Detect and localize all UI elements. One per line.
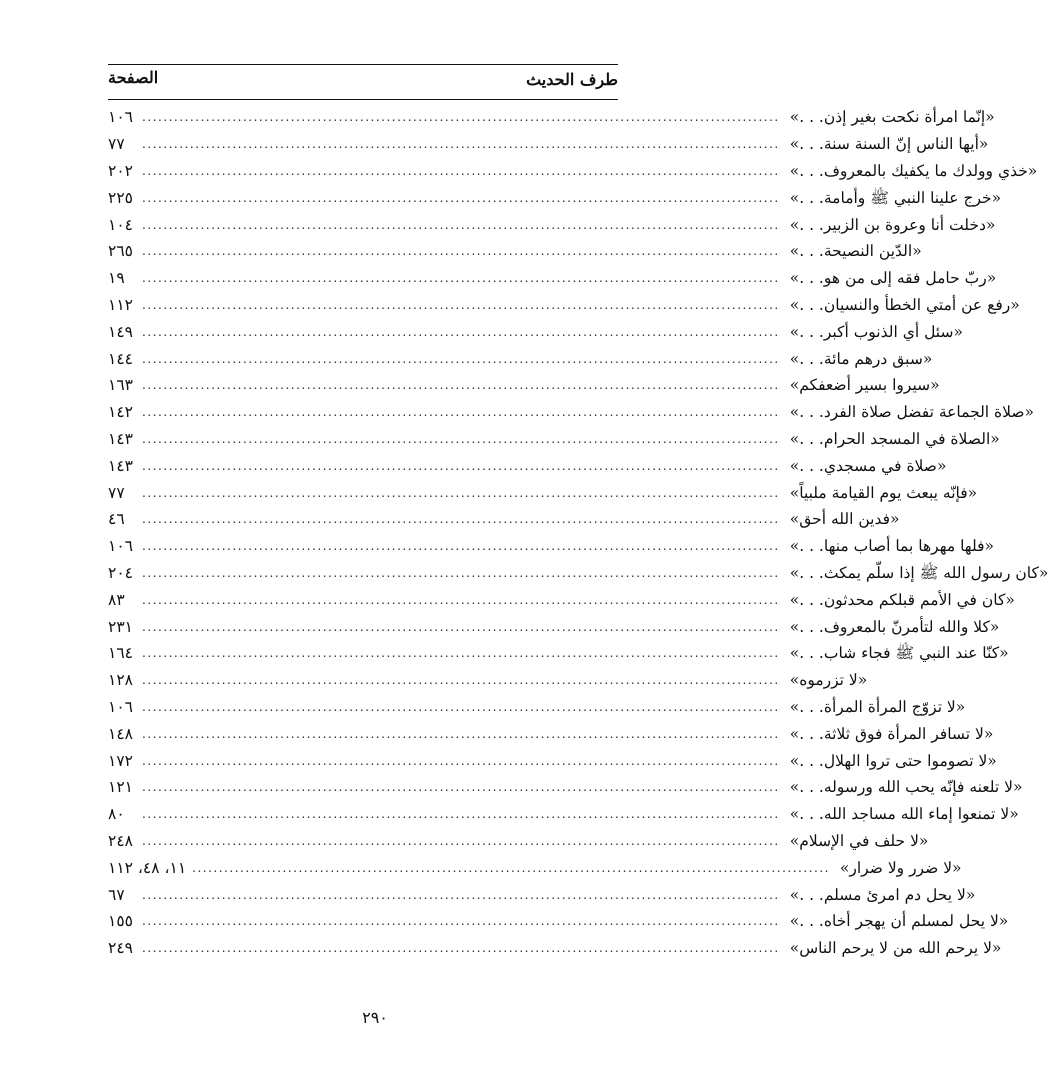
index-row xyxy=(108,694,966,721)
leader-dots: ........................................................................................................................ xyxy=(142,941,780,956)
page-reference: ٤٦ xyxy=(108,510,125,529)
page-column-header: الصفحة xyxy=(108,68,159,87)
page-reference: ١٤٨ xyxy=(108,724,133,743)
index-row xyxy=(108,774,1023,801)
hadith-opening: «رفع عن أمتي الخطأ والنسيان. . .» xyxy=(789,295,1020,314)
leader-dots: ........................................................................................................................ xyxy=(142,244,780,259)
hadith-opening: «سيروا بسير أضعفكم» xyxy=(789,376,940,395)
hadith-opening: «إنّما امرأة نكحت بغير إذن. . .» xyxy=(789,108,995,127)
index-row xyxy=(108,613,1000,640)
page-reference: ٢٠٢ xyxy=(108,161,133,180)
table-header xyxy=(108,66,618,96)
index-row xyxy=(108,479,978,506)
leader-dots: ........................................................................................................................ xyxy=(142,351,780,366)
index-row xyxy=(108,131,989,158)
index-row xyxy=(108,720,994,747)
leader-dots: ........................................................................................................................ xyxy=(142,673,780,688)
leader-dots: ........................................................................................................................ xyxy=(142,431,780,446)
hadith-opening: «لا يحل دم امرئ مسلم. . .» xyxy=(789,885,976,904)
page-reference: ٢٤٩ xyxy=(108,939,133,958)
page-reference: ٢٦٥ xyxy=(108,242,133,261)
leader-dots: ........................................................................................................................ xyxy=(142,190,780,205)
page-reference: ١٤٤ xyxy=(108,349,133,368)
page-reference: ٧٧ xyxy=(108,135,125,154)
leader-dots: ........................................................................................................................ xyxy=(142,324,780,339)
page-reference: ٢٤٨ xyxy=(108,831,133,850)
leader-dots: ........................................................................................................................ xyxy=(142,565,780,580)
page-reference: ١٦٣ xyxy=(108,376,133,395)
leader-dots: ........................................................................................................................ xyxy=(142,297,780,312)
index-row xyxy=(108,854,962,881)
leader-dots: ........................................................................................................................ xyxy=(142,539,780,554)
leader-dots: ........................................................................................................................ xyxy=(142,110,780,125)
leader-dots: ........................................................................................................................ xyxy=(142,914,780,929)
index-row xyxy=(108,184,1002,211)
index-row xyxy=(108,372,940,399)
index-row xyxy=(108,935,1002,962)
hadith-opening: «دخلت أنا وعروة بن الزبير. . .» xyxy=(789,215,996,234)
leader-dots: ........................................................................................................................ xyxy=(142,646,780,661)
leader-dots: ........................................................................................................................ xyxy=(142,699,780,714)
index-row xyxy=(108,667,868,694)
page-reference: ١٦٤ xyxy=(108,644,133,663)
index-row xyxy=(108,506,900,533)
leader-dots: ........................................................................................................................ xyxy=(142,512,780,527)
page-reference: ١٢٨ xyxy=(108,671,133,690)
hadith-opening: «لا تصوموا حتى تروا الهلال. . .» xyxy=(789,751,997,770)
index-row xyxy=(108,908,1009,935)
hadith-opening: «خذي وولدك ما يكفيك بالمعروف. . .» xyxy=(789,161,1038,180)
page-reference: ٨٣ xyxy=(108,590,125,609)
page-reference: ١٠٤ xyxy=(108,215,133,234)
hadith-opening: «صلاة الجماعة تفضل صلاة الفرد. . .» xyxy=(789,403,1035,422)
page-reference: ١٠٦ xyxy=(108,108,133,127)
page-reference: ١٢١ xyxy=(108,778,133,797)
leader-dots: ........................................................................................................................ xyxy=(142,807,780,822)
page-reference: ٢٣١ xyxy=(108,617,133,636)
hadith-opening: «كنّا عند النبي ﷺ فجاء شاب. . .» xyxy=(789,644,1009,663)
hadith-column-header: طرف الحديث xyxy=(526,70,618,89)
index-row xyxy=(108,158,1038,185)
page-reference: ١٤٩ xyxy=(108,322,133,341)
hadith-opening: «فدين الله أحق» xyxy=(789,510,900,529)
hadith-opening: «صلاة في مسجدي. . .» xyxy=(789,456,947,475)
leader-dots: ........................................................................................................................ xyxy=(142,887,780,902)
hadith-opening: «لا ضرر ولا ضرار» xyxy=(839,858,962,877)
page-reference: ٧٧ xyxy=(108,483,125,502)
leader-dots: ........................................................................................................................ xyxy=(142,163,780,178)
page-reference: ١٥٥ xyxy=(108,912,133,931)
leader-dots: ........................................................................................................................ xyxy=(142,592,780,607)
hadith-opening: «أيها الناس إنّ السنة سنة. . .» xyxy=(789,135,989,154)
index-row xyxy=(108,238,922,265)
hadith-opening: «سئل أي الذنوب أكبر. . .» xyxy=(789,322,963,341)
leader-dots: ........................................................................................................................ xyxy=(142,485,780,500)
page-number: ٢٩٠ xyxy=(362,1008,388,1027)
hadith-opening: «سبق درهم مائة. . .» xyxy=(789,349,933,368)
index-row xyxy=(108,211,996,238)
index-row xyxy=(108,586,1015,613)
page-reference: ١٩ xyxy=(108,269,125,288)
page-reference: ٦٧ xyxy=(108,885,125,904)
page-reference: ١٠٦ xyxy=(108,697,133,716)
leader-dots: ........................................................................................................................ xyxy=(142,378,780,393)
page-reference: ٢٢٥ xyxy=(108,188,133,207)
page-reference: ١٤٣ xyxy=(108,456,133,475)
index-row xyxy=(108,828,929,855)
hadith-opening: «فلها مهرها بما أصاب منها. . .» xyxy=(789,537,994,556)
header-rule xyxy=(108,99,618,100)
hadith-opening: «فإنّه يبعث يوم القيامة ملبياً» xyxy=(789,483,978,502)
page-reference: ١٠٦ xyxy=(108,537,133,556)
index-row xyxy=(108,318,963,345)
hadith-opening: «ربّ حامل فقه إلى من هو. . .» xyxy=(789,269,997,288)
page-reference: ٢٠٤ xyxy=(108,563,133,582)
hadith-opening: «لا تزرموه» xyxy=(789,671,868,690)
hadith-opening: «خرج علينا النبي ﷺ وأمامة. . .» xyxy=(789,188,1002,207)
leader-dots: ........................................................................................................................ xyxy=(142,405,780,420)
page-reference: ١٤٣ xyxy=(108,429,133,448)
index-row xyxy=(108,426,1000,453)
hadith-opening: «كان في الأمم قبلكم محدثون. . .» xyxy=(789,590,1015,609)
index-row xyxy=(108,452,947,479)
leader-dots: ........................................................................................................................ xyxy=(142,833,780,848)
hadith-opening: «الدّين النصيحة. . .» xyxy=(789,242,922,261)
index-row xyxy=(108,881,976,908)
hadith-opening: «كلا والله لتأمرنّ بالمعروف. . .» xyxy=(789,617,1000,636)
index-row xyxy=(108,345,933,372)
index-row xyxy=(108,533,994,560)
page-reference: ١٤٢ xyxy=(108,403,133,422)
hadith-opening: «لا تمنعوا إماء الله مساجد الله. . .» xyxy=(789,805,1019,824)
index-entries xyxy=(108,104,1048,962)
index-row xyxy=(108,640,1009,667)
top-rule xyxy=(108,64,618,65)
page-reference: ١١٢ xyxy=(108,295,133,314)
page-reference: ١١، ٤٨، ١١٢ xyxy=(108,858,187,877)
leader-dots: ........................................................................................................................ xyxy=(142,217,780,232)
leader-dots: ........................................................................................................................ xyxy=(142,753,780,768)
index-row xyxy=(108,292,1020,319)
hadith-opening: «لا تسافر المرأة فوق ثلاثة. . .» xyxy=(789,724,994,743)
index-row xyxy=(108,399,1035,426)
hadith-opening: «لا تزوّج المرأة المرأة. . .» xyxy=(789,697,966,716)
hadith-opening: «لا تلعنه فإنّه يحب الله ورسوله. . .» xyxy=(789,778,1023,797)
index-row xyxy=(108,104,995,131)
hadith-opening: «لا يرحم الله من لا يرحم الناس» xyxy=(789,939,1002,958)
leader-dots: ........................................................................................................................ xyxy=(142,458,780,473)
hadith-opening: «لا حلف في الإسلام» xyxy=(789,831,929,850)
hadith-opening: «كان رسول الله ﷺ إذا سلّم يمكث. . .» xyxy=(789,563,1048,582)
index-row xyxy=(108,560,1048,587)
leader-dots: ........................................................................................................................ xyxy=(142,780,780,795)
leader-dots: ........................................................................................................................ xyxy=(142,271,780,286)
hadith-opening: «لا يحل لمسلم أن يهجر أخاه. . .» xyxy=(789,912,1009,931)
index-row xyxy=(108,265,997,292)
hadith-opening: «الصلاة في المسجد الحرام. . .» xyxy=(789,429,1000,448)
page-reference: ٨٠ xyxy=(108,805,125,824)
index-row xyxy=(108,801,1019,828)
index-row xyxy=(108,747,997,774)
leader-dots: ........................................................................................................................ xyxy=(142,137,780,152)
leader-dots: ........................................................................................................................ xyxy=(192,860,830,875)
leader-dots: ........................................................................................................................ xyxy=(142,619,780,634)
leader-dots: ........................................................................................................................ xyxy=(142,726,780,741)
page-reference: ١٧٢ xyxy=(108,751,133,770)
